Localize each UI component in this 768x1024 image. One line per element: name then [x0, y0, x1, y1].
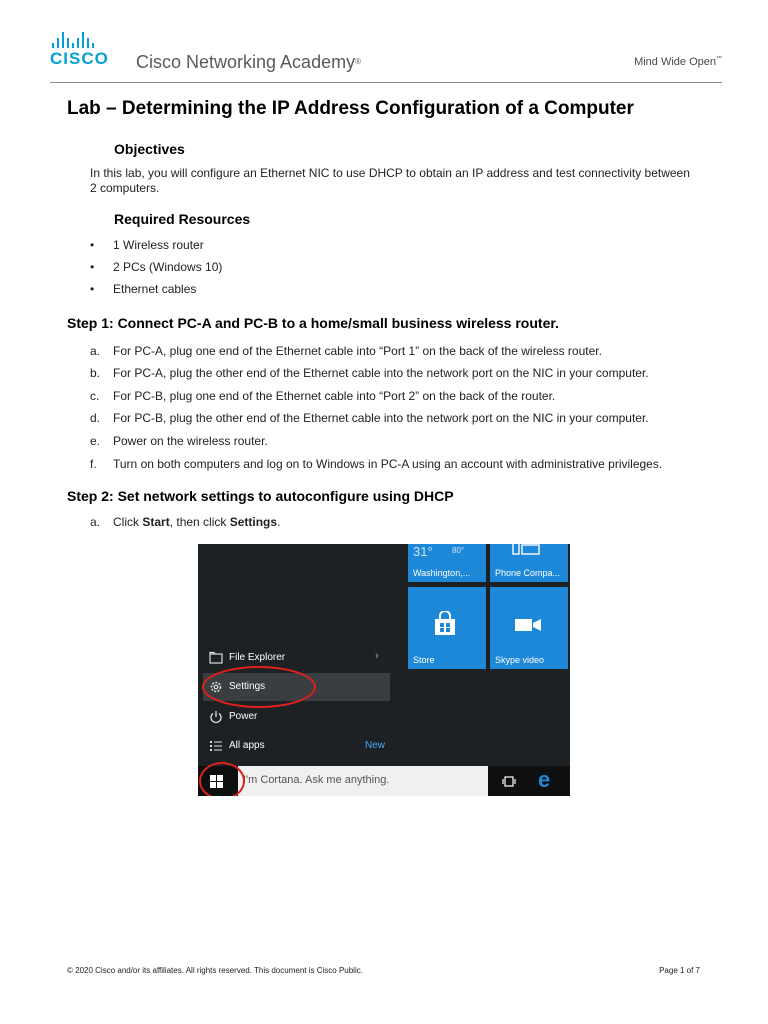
lab-title: Lab – Determining the IP Address Configuration of a Computer: [67, 98, 634, 119]
menu-item-power[interactable]: [203, 703, 390, 731]
list-item: f. Turn on both computers and log on to Windows in PC-A using an account with administrative privileges.: [90, 457, 663, 471]
page-header: [0, 0, 768, 90]
objectives-text: In this lab, you will configure an Ethernet NIC to use DHCP to obtain an IP address and test connectivity between 2 computers.: [90, 166, 690, 195]
menu-item-label: All apps: [229, 740, 265, 751]
list-item: e. Power on the wireless router.: [90, 434, 268, 448]
list-item: • Ethernet cables: [90, 282, 197, 296]
footer-copyright: © 2020 Cisco and/or its affiliates. All rights reserved. This document is Cisco Public.: [67, 966, 363, 975]
menu-item-label: Settings: [229, 681, 266, 692]
footer-page-number: Page 1 of 7: [659, 966, 700, 975]
objectives-heading: Objectives: [114, 141, 185, 157]
tagline: Mind Wide Open™: [634, 56, 722, 68]
list-item: a. Click Start, then click Settings.: [90, 515, 281, 529]
phone-label: Phone Compa...: [495, 568, 561, 578]
list-item: d. For PC-B, plug the other end of the Ethernet cable into the network port on the NIC in your computer.: [90, 411, 649, 425]
academy-name: Cisco Networking Academy®: [136, 52, 361, 72]
weather-temp: 31°: [413, 544, 433, 559]
cortana-search-input[interactable]: [238, 766, 488, 796]
new-badge: New: [365, 740, 386, 751]
cisco-wordmark: CISCO: [50, 49, 109, 68]
taskbar: [198, 766, 570, 796]
menu-item-all-apps[interactable]: [203, 732, 390, 760]
folder-icon: [209, 651, 223, 665]
weather-tile[interactable]: [408, 544, 486, 582]
menu-item-label: File Explorer: [229, 652, 286, 663]
store-label: Store: [413, 655, 435, 665]
weather-label: Washington,...: [413, 568, 471, 578]
header-divider: [50, 82, 722, 83]
list-icon: [209, 739, 223, 753]
store-icon: [432, 611, 458, 637]
cisco-bars-icon: [52, 32, 109, 48]
search-placeholder: I'm Cortana. Ask me anything.: [243, 774, 390, 786]
skype-video-tile[interactable]: [490, 587, 568, 669]
phone-companion-icon: [512, 544, 542, 556]
skype-label: Skype video: [495, 655, 545, 665]
step2-heading: Step 2: Set network settings to autoconfigure using DHCP: [67, 488, 454, 504]
step1-heading: Step 1: Connect PC-A and PC-B to a home/small business wireless router.: [67, 315, 559, 331]
phone-companion-tile[interactable]: [490, 544, 568, 582]
video-camera-icon: [514, 617, 542, 633]
start-menu-screenshot: [198, 544, 570, 796]
list-item: b. For PC-A, plug the other end of the Ethernet cable into the network port on the NIC in your computer.: [90, 366, 649, 380]
power-icon: [209, 710, 223, 724]
menu-item-label: Power: [229, 711, 258, 722]
list-item: • 1 Wireless router: [90, 238, 204, 252]
list-item: c. For PC-B, plug one end of the Ethernet cable into “Port 2” on the back of the router.: [90, 389, 556, 403]
chevron-right-icon: ›: [375, 650, 379, 662]
settings-highlight-circle: [202, 666, 316, 708]
task-view-icon[interactable]: [502, 776, 516, 787]
edge-browser-icon[interactable]: e: [538, 767, 551, 792]
weather-small: 80°: [452, 546, 465, 555]
resources-heading: Required Resources: [114, 211, 251, 227]
list-item: • 2 PCs (Windows 10): [90, 260, 223, 274]
cisco-logo: [50, 32, 109, 67]
list-item: a. For PC-A, plug one end of the Ethernet cable into “Port 1” on the back of the wireless router.: [90, 344, 602, 358]
store-tile[interactable]: [408, 587, 486, 669]
start-highlight-circle: [199, 762, 245, 796]
